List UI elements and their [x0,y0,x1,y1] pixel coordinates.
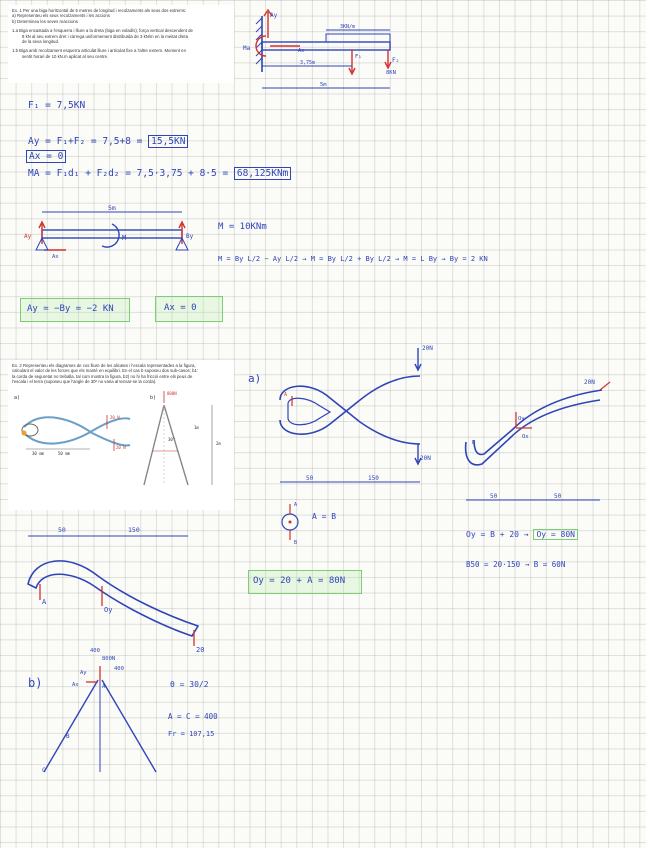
label-5m-b: 5m [108,204,116,212]
ay-result: 15,5KN [148,135,188,148]
part-a-label: a) [248,372,262,385]
fig-800n: 800N [167,390,177,396]
ex1-para: 1.b Biga amb recolzament esquerra articulat lliure i articulat fixe a l'altre extrem. Moment en [12,48,186,54]
exercise-1-statement [8,5,234,83]
oy-answer: Oy = 20 + A = 80N [253,576,346,586]
label-f1: F₁ [355,54,362,60]
ex1-line: a) Representeu els seus recolzaments i les accions [12,13,110,19]
label-400b: 400 [114,666,124,672]
pliers-and-ladder-figure [12,389,230,489]
ma-equation [28,168,291,179]
fig-20n-a: 20 N [110,414,120,420]
fig-a-label: a) [14,394,21,401]
label-8kn: 8KN [386,70,396,76]
ax-zero: Ax = 0 [26,150,66,163]
fig-dim-30: 30 mm [32,450,45,456]
label-by: By [186,233,194,240]
fr-equation: Fr = 107,15 [168,730,215,738]
ex2-line: la corda de seguretat no treballa, tal com mostra la figura, b2) no hi ha fricció entre els peus de [12,373,193,379]
label-d150: 150 [368,475,379,482]
ex2-line: Ex. 2 Representeu els diagrames de cos lliure de les alicates i l'escala representades a la figura, [12,363,196,368]
arm-free-body-diagram [18,518,228,658]
label-a-pin: A [294,502,298,508]
label-ladder-ay: Ay [80,670,87,676]
label-400a: 400 [90,648,100,654]
ex2-line: l'escala i el terra (suposeu que l'angle de 30º no varia al tensar-se la corda). [12,379,157,385]
label-20n-bottom: 20N [420,455,431,462]
label-ladder-a: A [102,684,106,690]
label-b-pin: B [294,540,298,546]
label-ay: Ay [270,12,278,19]
label-f2: F₂ [392,57,400,64]
ma-equation-text: MA = F₁d₁ + F₂d₂ = 7,5·3,75 + 8·5 = [28,168,229,179]
label-d50: 50 [306,475,314,482]
fig-h1: 1m [194,424,199,430]
label-5m: 5m [320,82,327,88]
fig-20n-b: 20 N [116,444,126,450]
label-20n-top: 20N [422,345,433,352]
m-value: M = 10KNm [218,222,267,232]
oy-result: Oy = 80N [533,529,578,540]
ex1-para: 1.a Biga encastada a l'esquerra i lliure a la dreta (biga en voladís), força vertical descendent de [12,28,193,34]
part-b-label: b) [28,676,43,690]
ac-equation: A = C = 400 [168,712,218,721]
ay-answer: Ay = −By = −2 KN [27,304,114,314]
label-arm-150: 150 [128,526,140,534]
b50-equation: B50 = 20·150 → B = 60N [466,560,566,569]
label-arm-a: A [42,598,47,606]
label-ladder-c: C [42,767,46,774]
ay-equation-text: Ay = F₁+F₂ = 7,5+8 = [28,136,143,147]
label-arm-20: 20 [196,646,205,654]
ex2-line: calculant el valor de les forces que els mantè en equilibri. En el cas b suposeu dos sub-casos; b1: [12,368,199,374]
cantilever-beam-diagram [240,8,420,100]
a-equals-b: A = B [312,512,337,521]
label-20n-right: 20N [584,379,595,386]
label-a-plier: A [284,392,288,398]
ladder-free-body-diagram [30,640,170,780]
oy-equation-text: Oy = B + 20 → [466,530,529,539]
label-ladder-b: B [66,733,70,740]
ex1-para: sentit horari de 10 kN.m aplicat al seu centre. [22,53,109,59]
label-oy: Oy [518,416,525,422]
label-ay-b: Ay [24,233,32,240]
ay-equation [28,136,188,147]
label-ma: Ma [243,45,251,52]
label-800n: 800N [102,656,116,662]
exercise-2-statement [8,360,234,510]
label-375: 3,75m [300,60,316,66]
ax-answer-box [155,296,223,322]
label-b-hook: B [472,440,476,446]
ex1-para: 8 kN al seu extrem dret i càrrega uniformement distribuïda de 3 kN/m en la meitat dreta [22,33,188,39]
label-ox: Ox [522,434,529,440]
fig-b-label: b) [150,394,157,401]
oy-answer-box [248,570,362,594]
f1-equation: F₁ = 7,5KN [28,100,86,111]
ex1-para: de la seva longitud. [22,39,60,45]
label-ax-b: Ax [52,254,59,260]
fig-angle: 30° [168,436,176,442]
oy-equation [466,530,578,539]
simply-supported-beam-diagram [22,200,202,266]
label-arm-50: 50 [58,526,66,534]
fig-h2: 2m [216,440,221,446]
label-ladder-ax: Ax [72,682,79,688]
label-d50-c: 50 [554,493,562,500]
label-d50-b: 50 [490,493,498,500]
label-m: M [122,234,127,242]
ma-result: 68,125KNm [234,167,291,180]
moment-equation: M = By L/2 − Ay L/2 → M = By L/2 + By L/2 → M = L By → By = 2 KN [218,255,488,263]
fig-dim-50: 50 mm [58,450,71,456]
label-load: 3KN/m [340,24,356,30]
ex1-line: Ex. 1 Per una biga horitzontal de 5 metres de longitud i recolzaments als seus dos extrems: [12,8,187,13]
label-ax: Ax [298,48,305,54]
label-arm-oy: Oy [104,606,113,614]
ay-answer-box [20,298,130,322]
ex1-line: b) Determineu les seves reaccions [12,18,78,24]
ax-answer: Ax = 0 [164,303,197,313]
theta-equation: θ = 30/2 [170,680,209,689]
